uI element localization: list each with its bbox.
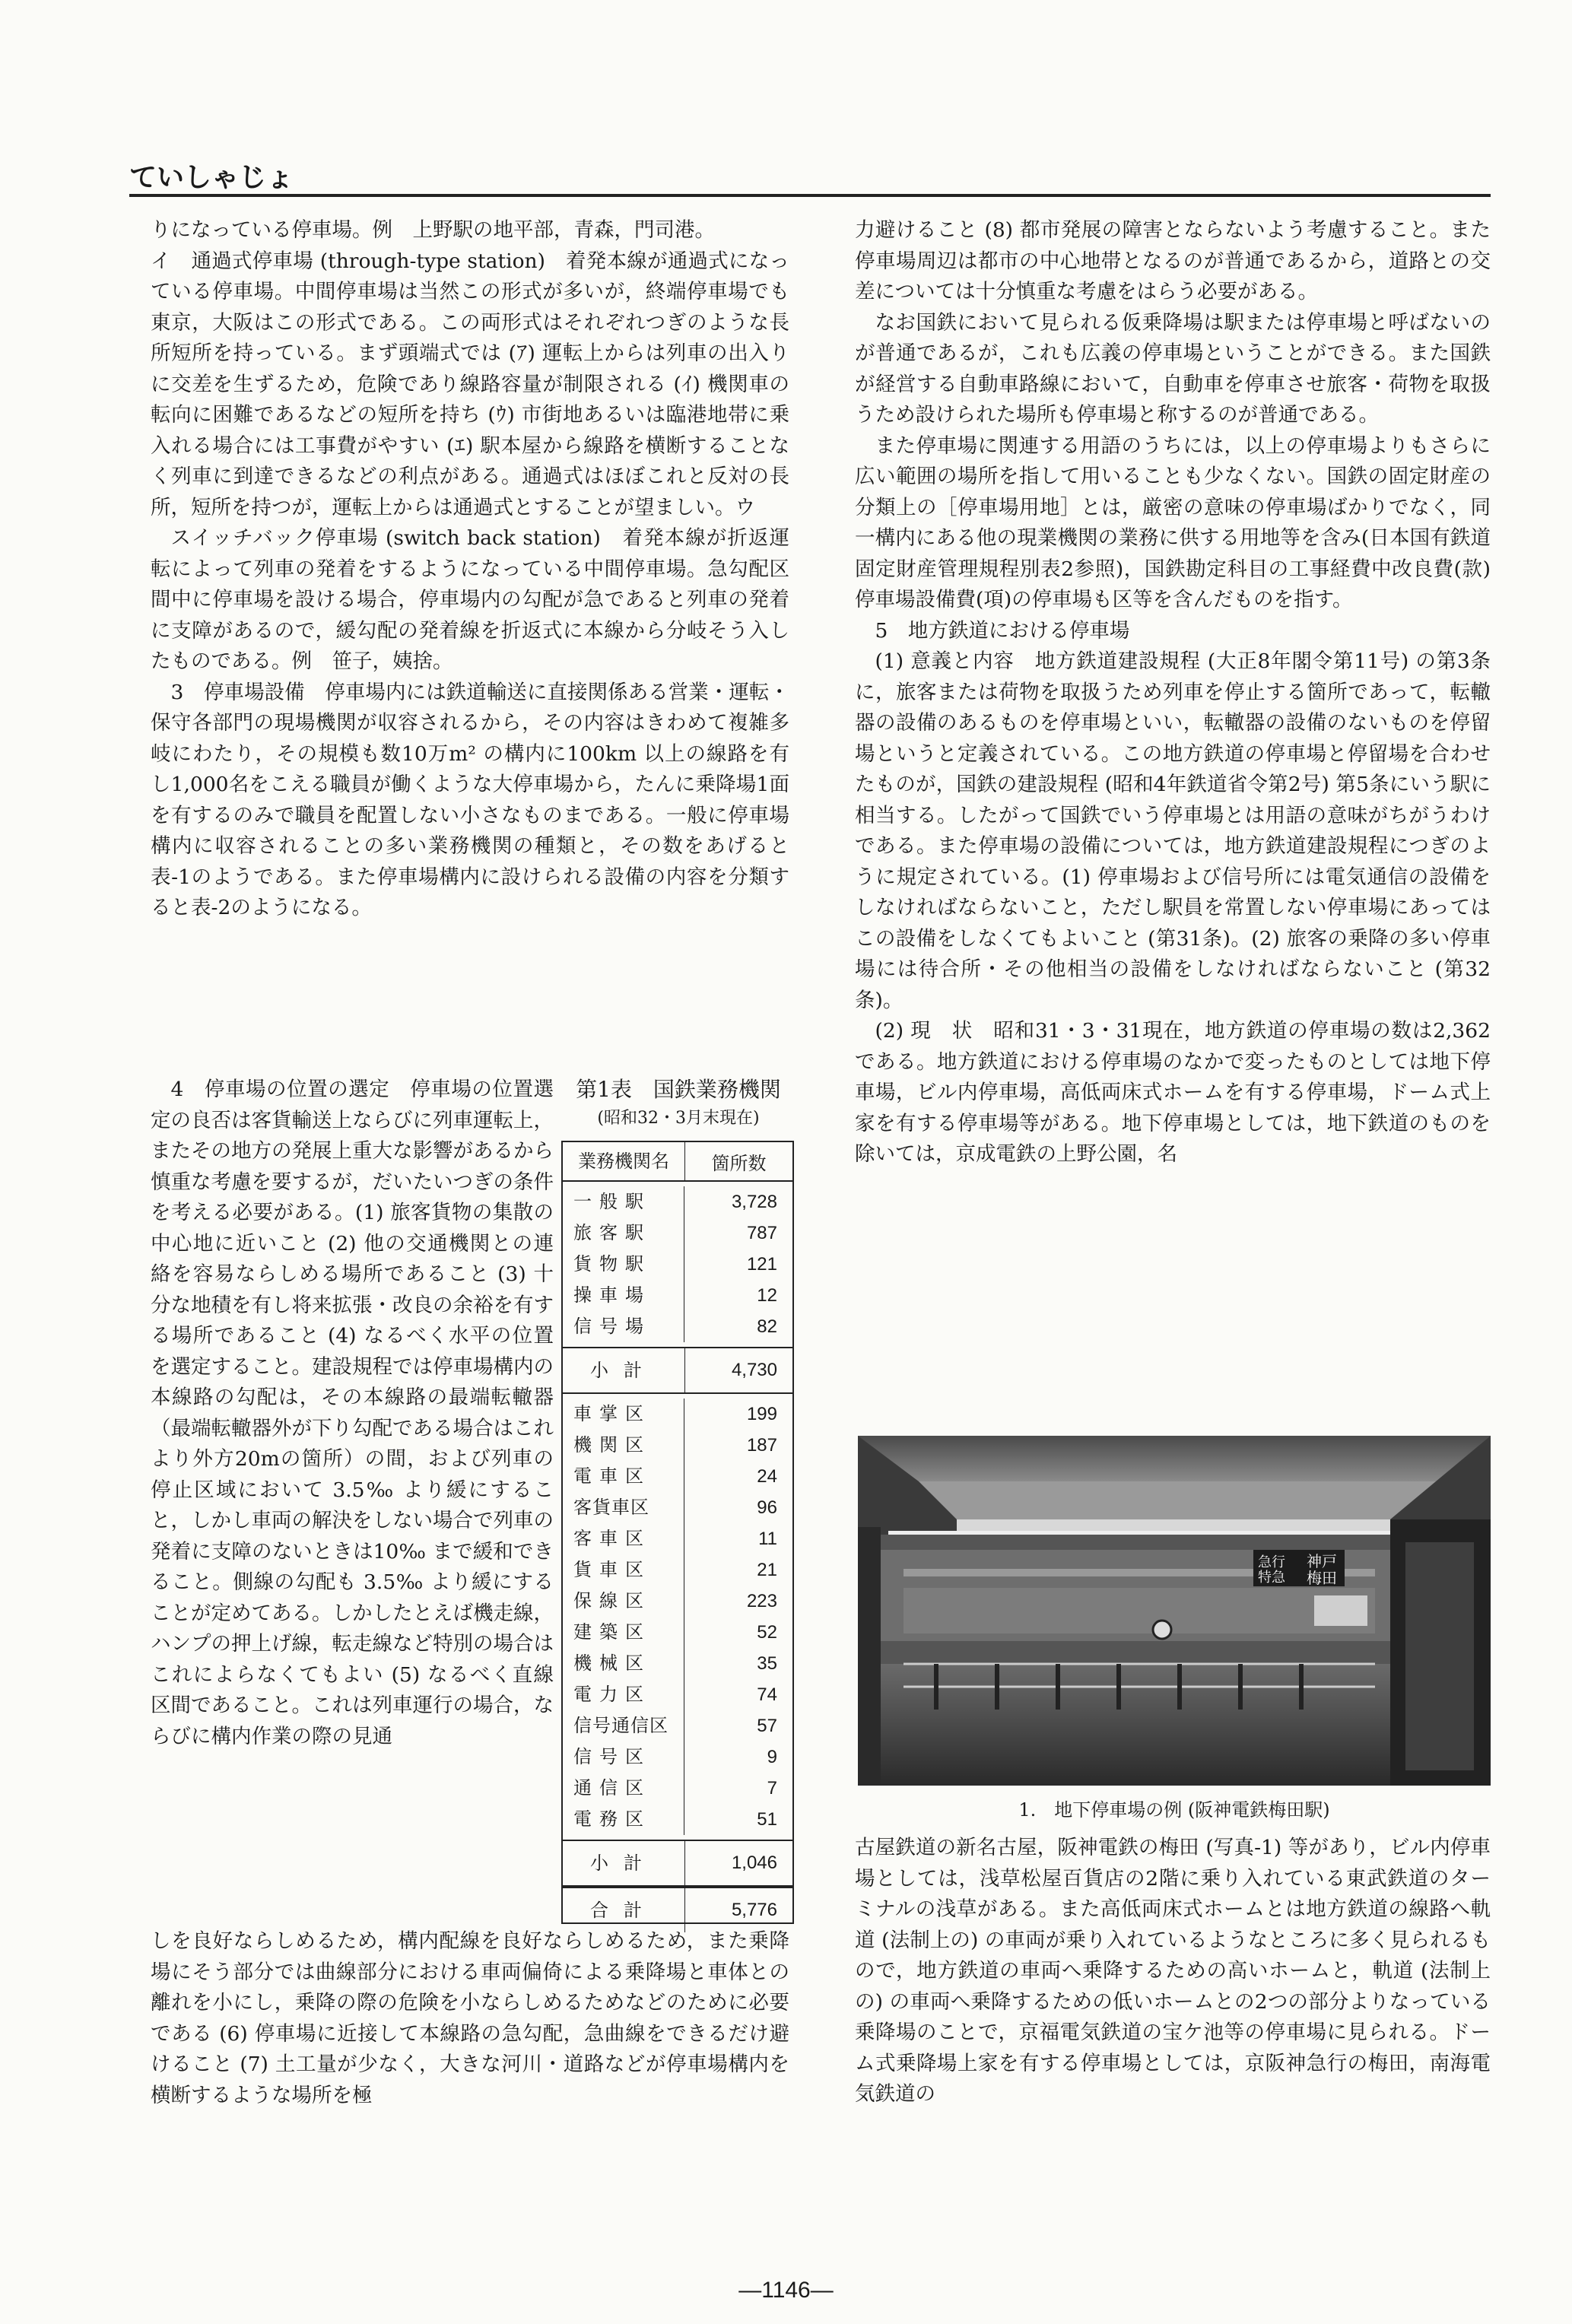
station-photo xyxy=(858,1436,1491,1786)
row-count: 35 xyxy=(757,1653,777,1674)
photo-caption: 1. 地下停車場の例 (阪神電鉄梅田駅) xyxy=(1018,1799,1330,1821)
paragraph: 3 停車場設備 停車場内には鉄道輸送に直接関係ある営業・運転・保守各部門の現場機関が収容されるから，その内容はきわめて複雑多岐にわたり，その規模も数10万m² の構内に100km 以上の線路を有し1,000名をこえる職員が働くような大停車場から，たんに乗降場1面を有するのみで職員を配置しない小さなものまである。一般に停車場構内に収容されることの多い業務機関の種類と，その数をあげると表-1のようである。また停車場構内に設けられる設備の内容を分類すると表-2のようになる。 xyxy=(151,680,789,919)
table-row xyxy=(563,1679,792,1710)
total-value: 5,776 xyxy=(731,1900,777,1920)
table-row xyxy=(563,1648,792,1679)
row-name: 通信区 xyxy=(563,1773,684,1804)
row-name: 電力区 xyxy=(563,1679,684,1710)
table-row xyxy=(563,1186,792,1218)
paragraph: 4 停車場の位置の選定 停車場の位置選定の良否は客貨輸送上ならびに列車運転上，またその地方の発展上重大な影響があるから慎重な考慮を要するが，だいたいつぎの条件を考える必要がある。(1) 旅客貨物の集散の中心地に近いこと (2) 他の交通機関との連絡を容易ならしめる場所であること (3) 十分な地積を有し将来拡張・改良の余裕を有する場所であること (4) なるべく水平の位置を選定すること。建設規程では停車場構内の本線路の勾配は，その本線路の最端転轍器（最端転轍器外が下り勾配である場合はこれより外方20mの箇所）の間，および列車の停止区域において 3.5‰ より緩にすること，しかし車両の解決をしない場合で列車の発着に支障のないときは10‰ まで緩和できること。側線の勾配も 3.5‰ より緩にすることが定めてある。しかしたとえば機走線，ハンプの押上げ線，転走線など特別の場合はこれによらなくてもよい (5) なるべく直線区間であること。これは列車運行の場合，ならびに構内作業の際の見通 xyxy=(151,1078,554,1748)
table-row xyxy=(563,1280,792,1311)
left-column-narrow xyxy=(151,1075,554,1752)
table-row xyxy=(563,1586,792,1617)
row-count: 7 xyxy=(767,1777,777,1799)
row-count: 24 xyxy=(757,1465,777,1487)
left-column-top xyxy=(151,215,789,924)
row-count: 57 xyxy=(757,1715,777,1736)
row-name: 機械区 xyxy=(563,1648,684,1679)
row-name: 信号通信区 xyxy=(563,1710,684,1741)
table-group-2 xyxy=(563,1394,792,1840)
row-name: 貨車区 xyxy=(563,1554,684,1586)
row-name: 信号区 xyxy=(563,1741,684,1773)
table-row xyxy=(563,1399,792,1430)
row-name: 機関区 xyxy=(563,1430,684,1461)
right-column-top xyxy=(855,215,1491,1170)
table-header-row xyxy=(563,1142,792,1182)
row-count: 11 xyxy=(758,1528,777,1549)
paragraph: (2) 現 状 昭和31・3・31現在，地方鉄道の停車場の数は2,362である。地方鉄道における停車場のなかで変ったものとしては地下停車場，ビル内停車場，高低両床式ホームを有する停車場，ドーム式上家を有する停車場等がある。地下停車場としては，地下鉄道のものを除いては，京成電鉄の上野公園，名 xyxy=(855,1019,1491,1166)
row-count: 3,728 xyxy=(731,1191,777,1212)
row-count: 96 xyxy=(757,1497,777,1518)
row-name: 電車区 xyxy=(563,1461,684,1492)
row-count: 121 xyxy=(746,1253,777,1275)
table-subtitle: (昭和32・3月末現在) xyxy=(597,1109,760,1128)
paragraph: イ 通過式停車場 (through-type station) 着発本線が通過式になっている停車場。中間停車場は当然この形式が多いが，終端停車場でも東京，大阪はこの形式である。この両形式はそれぞれつぎのような長所短所を持っている。まず頭端式では (ｱ) 運転上からは列車の出入りに交差を生ずるため，危険であり線路容量が制限される (ｲ) 機関車の転向に困難であるなどの短所を持ち (ｳ) 市街地あるいは臨港地帯に乗入れる場合には工事費がやすい (ｴ) 駅本屋から線路を横断することなく列車に到達できるなどの利点がある。通過式はほぼこれと反対の長所，短所を持つが，運転上からは通過式とすることが望ましい。ウ xyxy=(151,249,789,519)
row-name: 客貨車区 xyxy=(563,1492,684,1523)
row-count: 21 xyxy=(757,1559,777,1580)
paragraph: (1) 意義と内容 地方鉄道建設規程 (大正8年閣令第11号) の第3条に，旅客または荷物を取扱うため列車を停止する箇所であって，転轍器の設備のあるものを停車場といい，転轍器の設備のないものを停留場というと定義されている。この地方鉄道の停車場と停留場を合わせたものが，国鉄の建設規程 (昭和4年鉄道省令第2号) 第5条にいう駅に相当する。したがって国鉄でいう停車場とは用語の意味がちがうわけである。また停車場の設備については，地方鉄道建設規程につぎのように規定されている。(1) 停車場および信号所には電気通信の設備をしなければならないこと，ただし駅員を常置しない停車場にあってはこの設備をしなくてもよいこと (第31条)。(2) 旅客の乗降の多い停車場には待合所・その他相当の設備をしなければならないこと (第32条)。 xyxy=(855,649,1491,1012)
row-count: 51 xyxy=(757,1808,777,1830)
row-count: 82 xyxy=(757,1316,777,1337)
row-name: 旅客駅 xyxy=(563,1218,684,1249)
subtotal-row-2 xyxy=(563,1840,792,1887)
table-row xyxy=(563,1804,792,1835)
row-name: 電務区 xyxy=(563,1804,684,1835)
row-count: 199 xyxy=(746,1403,777,1424)
table-group-1 xyxy=(563,1182,792,1347)
table-row xyxy=(563,1249,792,1280)
row-count: 9 xyxy=(767,1746,777,1767)
row-name: 信号場 xyxy=(563,1311,684,1342)
subtotal-value: 1,046 xyxy=(731,1853,777,1873)
subtotal-label: 小計 xyxy=(563,1841,685,1885)
table-row xyxy=(563,1710,792,1741)
row-name: 建築区 xyxy=(563,1617,684,1648)
right-column-bottom xyxy=(855,1833,1491,2110)
row-name: 貨物駅 xyxy=(563,1249,684,1280)
page-number: —1146— xyxy=(738,2278,834,2303)
table-row xyxy=(563,1430,792,1461)
sign-label: 梅田 xyxy=(1307,1569,1337,1587)
table-row xyxy=(563,1773,792,1804)
table-row xyxy=(563,1554,792,1586)
left-column-bottom xyxy=(151,1926,789,2111)
row-count: 12 xyxy=(757,1284,777,1306)
row-count: 74 xyxy=(757,1684,777,1705)
paragraph: 古屋鉄道の新名古屋，阪神電鉄の梅田 (写真-1) 等があり，ビル内停車場としては，浅草松屋百貨店の2階に乗り入れている東武鉄道のターミナルの浅草がある。また高低両床式ホームとは地方鉄道の線路へ軌道 (法制上の) の車両が乗り入れているようなところに多く見られるもので，地方鉄道の車両へ乗降するための高いホームと，軌道 (法制上の) の車両へ乗降するための低いホームとの2つの部分よりなっている乗降場のことで，京福電気鉄道の宝ケ池等の停車場に見られる。ドーム式乗降場上家を有する停車場としては，京阪神急行の梅田，南海電気鉄道の xyxy=(855,1836,1491,2106)
total-label: 合計 xyxy=(563,1888,685,1932)
total-row xyxy=(563,1887,792,1932)
row-count: 787 xyxy=(746,1222,777,1243)
section-heading: 5 地方鉄道における停車場 xyxy=(875,618,1130,643)
paragraph: 力避けること (8) 都市発展の障害とならないよう考慮すること。また停車場周辺は都市の中心地帯となるのが普通であるから，道路との交差については十分慎重な考慮をはらう必要がある。 xyxy=(855,218,1491,303)
table-row xyxy=(563,1311,792,1342)
header-rule xyxy=(129,194,1491,197)
table-row xyxy=(563,1218,792,1249)
agency-table xyxy=(561,1141,794,1924)
row-name: 車掌区 xyxy=(563,1399,684,1430)
row-name: 客車区 xyxy=(563,1523,684,1554)
underground-station-illustration xyxy=(858,1436,1491,1786)
row-count: 187 xyxy=(746,1434,777,1456)
table-row xyxy=(563,1741,792,1773)
table-title: 第1表 国鉄業務機関 xyxy=(576,1077,781,1102)
table-row xyxy=(563,1617,792,1648)
subtotal-row-1 xyxy=(563,1347,792,1394)
table-row xyxy=(563,1461,792,1492)
sign-label: 特急 xyxy=(1258,1570,1285,1586)
table-header-count: 箇所数 xyxy=(711,1152,767,1174)
subtotal-value: 4,730 xyxy=(731,1360,777,1380)
paragraph: また停車場に関連する用語のうちには，以上の停車場よりもさらに広い範囲の場所を指して用いることも少なくない。国鉄の固定財産の分類上の［停車場用地］とは，厳密の意味の停車場ばかりでなく，同一構内にある他の現業機関の業務に供する用地等を含み(日本国有鉄道固定財産管理規程別表2参照)，国鉄勘定科目の工事経費中改良費(款)停車場設備費(項)の停車場も区等を含んだものを指す。 xyxy=(855,433,1491,611)
row-name: 操車場 xyxy=(563,1280,684,1311)
table-header-name: 業務機関名 xyxy=(563,1142,685,1180)
row-count: 52 xyxy=(757,1621,777,1643)
paragraph: りになっている停車場。例 上野駅の地平部，青森，門司港。 xyxy=(151,218,715,242)
subtotal-label: 小計 xyxy=(563,1348,685,1392)
page-header-title: ていしゃじょ xyxy=(129,161,294,193)
sign-label: 急行 xyxy=(1258,1554,1285,1570)
table-row xyxy=(563,1523,792,1554)
sign-label: 神戸 xyxy=(1307,1552,1337,1570)
paragraph: なお国鉄において見られる仮乗降場は駅または停車場と呼ばないのが普通であるが，これも広義の停車場ということができる。また国鉄が経営する自動車路線において，自動車を停車させ旅客・荷物を取扱うため設けられた場所も停車場と称するのが普通である。 xyxy=(855,310,1491,427)
table-row xyxy=(563,1492,792,1523)
row-name: 保線区 xyxy=(563,1586,684,1617)
row-count: 223 xyxy=(746,1590,777,1611)
paragraph: スイッチバック停車場 (switch back station) 着発本線が折返運転によって列車の発着をするようになっている中間停車場。急勾配区間中に停車場を設ける場合，停車場内の勾配が急であると列車の発着に支障があるので，緩勾配の発着線を折返式に本線から分岐そう入したものである。例 笹子，姨捨。 xyxy=(151,526,789,673)
paragraph: しを良好ならしめるため，構内配線を良好ならしめるため，また乗降場にそう部分では曲線部分における車両偏倚による乗降場と車体との離れを小にし，乗降の際の危険を小ならしめるためなどのために必要である (6) 停車場に近接して本線路の急勾配，急曲線をできるだけ避けること (7) 土工量が少なく，大きな河川・道路などが停車場構内を横断するような場所を極 xyxy=(151,1929,789,2107)
row-name: 一般駅 xyxy=(563,1186,684,1218)
